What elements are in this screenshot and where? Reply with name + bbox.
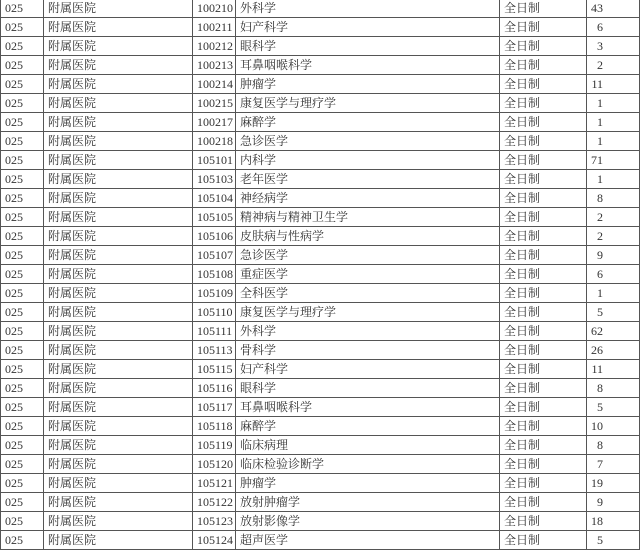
major-name-cell: 神经病学 [236, 189, 500, 208]
hospital-cell: 附属医院 [44, 436, 193, 455]
enrollment-count-cell: 11 [587, 360, 640, 379]
enrollment-count-cell: 18 [587, 512, 640, 531]
unit-code-cell: 025 [1, 94, 44, 113]
enrollment-count-cell: 1 [587, 170, 640, 189]
table-row [1, 18, 640, 37]
hospital-cell: 附属医院 [44, 56, 193, 75]
hospital-cell: 附属医院 [44, 113, 193, 132]
unit-code-cell: 025 [1, 208, 44, 227]
major-code-cell: 100213 [193, 56, 236, 75]
major-code-cell: 105108 [193, 265, 236, 284]
major-code-cell: 105105 [193, 208, 236, 227]
enrollment-count-cell: 5 [587, 531, 640, 550]
major-name-cell: 老年医学 [236, 170, 500, 189]
unit-code-cell: 025 [1, 170, 44, 189]
hospital-cell: 附属医院 [44, 493, 193, 512]
major-code-cell: 100215 [193, 94, 236, 113]
study-type-cell: 全日制 [500, 56, 587, 75]
enrollment-count-cell: 1 [587, 113, 640, 132]
enrollment-count-cell: 9 [587, 246, 640, 265]
major-name-cell: 眼科学 [236, 379, 500, 398]
major-name-cell: 眼科学 [236, 37, 500, 56]
hospital-cell: 附属医院 [44, 132, 193, 151]
table-row [1, 246, 640, 265]
hospital-cell: 附属医院 [44, 379, 193, 398]
major-name-cell: 妇产科学 [236, 360, 500, 379]
unit-code-cell: 025 [1, 474, 44, 493]
major-code-cell: 105116 [193, 379, 236, 398]
hospital-cell: 附属医院 [44, 151, 193, 170]
study-type-cell: 全日制 [500, 151, 587, 170]
table-row [1, 37, 640, 56]
study-type-cell: 全日制 [500, 265, 587, 284]
major-name-cell: 麻醉学 [236, 113, 500, 132]
unit-code-cell: 025 [1, 531, 44, 550]
hospital-cell: 附属医院 [44, 75, 193, 94]
unit-code-cell: 025 [1, 341, 44, 360]
enrollment-count-cell: 7 [587, 455, 640, 474]
study-type-cell: 全日制 [500, 303, 587, 322]
unit-code-cell: 025 [1, 132, 44, 151]
study-type-cell: 全日制 [500, 512, 587, 531]
study-type-cell: 全日制 [500, 75, 587, 94]
major-code-cell: 105101 [193, 151, 236, 170]
table-row [1, 75, 640, 94]
unit-code-cell: 025 [1, 455, 44, 474]
study-type-cell: 全日制 [500, 398, 587, 417]
unit-code-cell: 025 [1, 512, 44, 531]
unit-code-cell: 025 [1, 227, 44, 246]
major-code-cell: 100218 [193, 132, 236, 151]
hospital-cell: 附属医院 [44, 94, 193, 113]
unit-code-cell: 025 [1, 379, 44, 398]
enrollment-count-cell: 8 [587, 379, 640, 398]
hospital-cell: 附属医院 [44, 417, 193, 436]
table-row [1, 493, 640, 512]
hospital-cell: 附属医院 [44, 265, 193, 284]
table-row [1, 265, 640, 284]
major-name-cell: 急诊医学 [236, 246, 500, 265]
study-type-cell: 全日制 [500, 170, 587, 189]
table-row [1, 379, 640, 398]
study-type-cell: 全日制 [500, 37, 587, 56]
enrollment-count-cell: 19 [587, 474, 640, 493]
study-type-cell: 全日制 [500, 341, 587, 360]
hospital-cell: 附属医院 [44, 322, 193, 341]
hospital-cell: 附属医院 [44, 0, 193, 18]
enrollment-count-cell: 43 [587, 0, 640, 18]
major-code-cell: 105124 [193, 531, 236, 550]
study-type-cell: 全日制 [500, 94, 587, 113]
enrollment-count-cell: 6 [587, 18, 640, 37]
table-row [1, 360, 640, 379]
unit-code-cell: 025 [1, 493, 44, 512]
major-code-cell: 105120 [193, 455, 236, 474]
enrollment-count-cell: 71 [587, 151, 640, 170]
major-name-cell: 外科学 [236, 0, 500, 18]
enrollment-count-cell: 2 [587, 208, 640, 227]
table-row [1, 303, 640, 322]
table-row [1, 531, 640, 550]
major-code-cell: 105123 [193, 512, 236, 531]
major-code-cell: 105103 [193, 170, 236, 189]
unit-code-cell: 025 [1, 75, 44, 94]
major-code-cell: 100212 [193, 37, 236, 56]
hospital-cell: 附属医院 [44, 208, 193, 227]
table-row [1, 94, 640, 113]
table-row [1, 322, 640, 341]
unit-code-cell: 025 [1, 246, 44, 265]
unit-code-cell: 025 [1, 0, 44, 18]
major-name-cell: 临床检验诊断学 [236, 455, 500, 474]
enrollment-count-cell: 3 [587, 37, 640, 56]
hospital-cell: 附属医院 [44, 341, 193, 360]
major-name-cell: 康复医学与理疗学 [236, 94, 500, 113]
table-row [1, 227, 640, 246]
table-row [1, 512, 640, 531]
unit-code-cell: 025 [1, 322, 44, 341]
major-code-cell: 105104 [193, 189, 236, 208]
unit-code-cell: 025 [1, 303, 44, 322]
hospital-cell: 附属医院 [44, 227, 193, 246]
hospital-cell: 附属医院 [44, 360, 193, 379]
enrollment-count-cell: 2 [587, 56, 640, 75]
enrollment-count-cell: 9 [587, 493, 640, 512]
enrollment-count-cell: 1 [587, 94, 640, 113]
study-type-cell: 全日制 [500, 493, 587, 512]
major-name-cell: 麻醉学 [236, 417, 500, 436]
hospital-cell: 附属医院 [44, 512, 193, 531]
unit-code-cell: 025 [1, 113, 44, 132]
enrollment-count-cell: 2 [587, 227, 640, 246]
table-row [1, 56, 640, 75]
enrollment-count-cell: 6 [587, 265, 640, 284]
major-name-cell: 重症医学 [236, 265, 500, 284]
major-name-cell: 肿瘤学 [236, 474, 500, 493]
major-code-cell: 105110 [193, 303, 236, 322]
enrollment-count-cell: 11 [587, 75, 640, 94]
major-name-cell: 肿瘤学 [236, 75, 500, 94]
unit-code-cell: 025 [1, 18, 44, 37]
study-type-cell: 全日制 [500, 18, 587, 37]
hospital-cell: 附属医院 [44, 455, 193, 474]
hospital-cell: 附属医院 [44, 284, 193, 303]
major-name-cell: 急诊医学 [236, 132, 500, 151]
major-code-cell: 105121 [193, 474, 236, 493]
major-code-cell: 105107 [193, 246, 236, 265]
study-type-cell: 全日制 [500, 360, 587, 379]
enrollment-count-cell: 8 [587, 189, 640, 208]
major-name-cell: 耳鼻咽喉科学 [236, 398, 500, 417]
major-code-cell: 105113 [193, 341, 236, 360]
major-code-cell: 105118 [193, 417, 236, 436]
study-type-cell: 全日制 [500, 284, 587, 303]
study-type-cell: 全日制 [500, 379, 587, 398]
hospital-cell: 附属医院 [44, 474, 193, 493]
study-type-cell: 全日制 [500, 531, 587, 550]
study-type-cell: 全日制 [500, 474, 587, 493]
enrollment-count-cell: 8 [587, 436, 640, 455]
hospital-cell: 附属医院 [44, 398, 193, 417]
table-row [1, 132, 640, 151]
study-type-cell: 全日制 [500, 246, 587, 265]
hospital-cell: 附属医院 [44, 303, 193, 322]
major-code-cell: 105115 [193, 360, 236, 379]
table-row [1, 417, 640, 436]
hospital-cell: 附属医院 [44, 18, 193, 37]
unit-code-cell: 025 [1, 360, 44, 379]
major-code-cell: 105117 [193, 398, 236, 417]
major-code-cell: 100211 [193, 18, 236, 37]
hospital-cell: 附属医院 [44, 37, 193, 56]
major-name-cell: 内科学 [236, 151, 500, 170]
table-row [1, 0, 640, 18]
table-row [1, 436, 640, 455]
major-name-cell: 妇产科学 [236, 18, 500, 37]
major-code-cell: 105111 [193, 322, 236, 341]
study-type-cell: 全日制 [500, 0, 587, 18]
table-row [1, 113, 640, 132]
enrollment-count-cell: 5 [587, 398, 640, 417]
table-body [1, 0, 640, 550]
table-row [1, 170, 640, 189]
table-row [1, 284, 640, 303]
major-name-cell: 精神病与精神卫生学 [236, 208, 500, 227]
study-type-cell: 全日制 [500, 208, 587, 227]
table-row [1, 474, 640, 493]
enrollment-count-cell: 5 [587, 303, 640, 322]
study-type-cell: 全日制 [500, 227, 587, 246]
major-code-cell: 105119 [193, 436, 236, 455]
major-name-cell: 皮肤病与性病学 [236, 227, 500, 246]
unit-code-cell: 025 [1, 284, 44, 303]
hospital-cell: 附属医院 [44, 170, 193, 189]
unit-code-cell: 025 [1, 417, 44, 436]
major-name-cell: 放射肿瘤学 [236, 493, 500, 512]
hospital-cell: 附属医院 [44, 531, 193, 550]
study-type-cell: 全日制 [500, 189, 587, 208]
unit-code-cell: 025 [1, 37, 44, 56]
unit-code-cell: 025 [1, 398, 44, 417]
major-code-cell: 105122 [193, 493, 236, 512]
enrollment-count-cell: 1 [587, 132, 640, 151]
enrollment-count-cell: 26 [587, 341, 640, 360]
major-name-cell: 康复医学与理疗学 [236, 303, 500, 322]
major-name-cell: 全科医学 [236, 284, 500, 303]
major-name-cell: 放射影像学 [236, 512, 500, 531]
table-row [1, 189, 640, 208]
hospital-cell: 附属医院 [44, 189, 193, 208]
major-name-cell: 外科学 [236, 322, 500, 341]
major-code-cell: 105106 [193, 227, 236, 246]
major-code-cell: 100210 [193, 0, 236, 18]
unit-code-cell: 025 [1, 189, 44, 208]
major-name-cell: 骨科学 [236, 341, 500, 360]
table-row [1, 398, 640, 417]
study-type-cell: 全日制 [500, 436, 587, 455]
table-row [1, 151, 640, 170]
table-row [1, 208, 640, 227]
major-name-cell: 耳鼻咽喉科学 [236, 56, 500, 75]
unit-code-cell: 025 [1, 436, 44, 455]
major-name-cell: 超声医学 [236, 531, 500, 550]
unit-code-cell: 025 [1, 265, 44, 284]
major-code-cell: 100217 [193, 113, 236, 132]
table-row [1, 455, 640, 474]
study-type-cell: 全日制 [500, 322, 587, 341]
enrollment-count-cell: 1 [587, 284, 640, 303]
enrollment-count-cell: 62 [587, 322, 640, 341]
major-name-cell: 临床病理 [236, 436, 500, 455]
study-type-cell: 全日制 [500, 417, 587, 436]
study-type-cell: 全日制 [500, 113, 587, 132]
hospital-cell: 附属医院 [44, 246, 193, 265]
study-type-cell: 全日制 [500, 132, 587, 151]
study-type-cell: 全日制 [500, 455, 587, 474]
unit-code-cell: 025 [1, 151, 44, 170]
enrollment-count-cell: 10 [587, 417, 640, 436]
major-code-cell: 100214 [193, 75, 236, 94]
unit-code-cell: 025 [1, 56, 44, 75]
major-code-cell: 105109 [193, 284, 236, 303]
table-row [1, 341, 640, 360]
